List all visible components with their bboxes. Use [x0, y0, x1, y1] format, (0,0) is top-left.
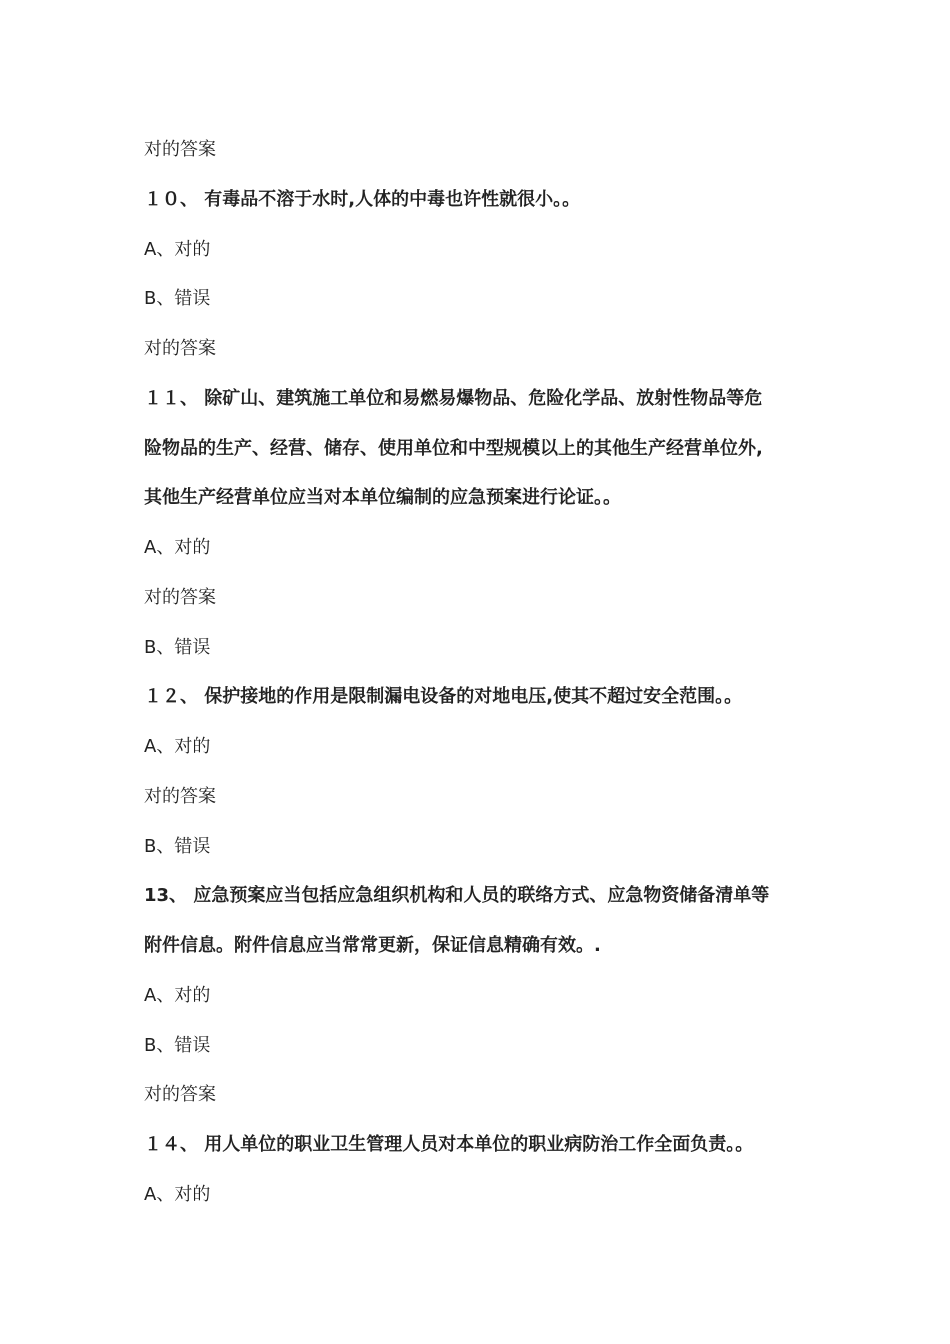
question-14: １４、 用人单位的职业卫生管理人员对本单位的职业病防治工作全面负责。。 [144, 1134, 754, 1155]
question-13-line-1: 13、 应急预案应当包括应急组织机构和人员的联络方式、应急物资储备清单等 [144, 885, 770, 907]
option-b: B、错误 [144, 288, 211, 310]
option-a: A、对的 [144, 1183, 211, 1205]
option-b: B、错误 [144, 835, 211, 857]
question-13-line-2: 附件信息。附件信息应当常常更新，保证信息精确有效。. [144, 935, 601, 956]
question-10: １０、 有毒品不溶于水时,人体的中毒也许性就很小。。 [144, 188, 581, 210]
document-page [144, 137, 824, 1232]
option-a: A、对的 [144, 736, 211, 757]
question-11-line-1: １１、 除矿山、建筑施工单位和易燃易爆物品、危险化学品、放射性物品等危 [144, 387, 763, 409]
option-a: A、对的 [144, 537, 211, 558]
question-12: １２、 保护接地的作用是限制漏电设备的对地电压,使其不超过安全范围。。 [144, 686, 743, 708]
answer-line: 对的答案 [144, 139, 216, 160]
option-b: B、错误 [144, 636, 211, 658]
answer-line: 对的答案 [144, 785, 216, 807]
option-a: A、对的 [144, 984, 211, 1006]
answer-line: 对的答案 [144, 1084, 216, 1106]
question-11-line-2: 险物品的生产、经营、储存、使用单位和中型规模以上的其他生产经营单位外, [144, 437, 763, 459]
question-11-line-3: 其他生产经营单位应当对本单位编制的应急预案进行论证。。 [144, 487, 621, 509]
answer-line: 对的答案 [144, 586, 216, 608]
answer-line: 对的答案 [144, 338, 216, 359]
option-b: B、错误 [144, 1034, 211, 1056]
option-a: A、对的 [144, 238, 211, 260]
